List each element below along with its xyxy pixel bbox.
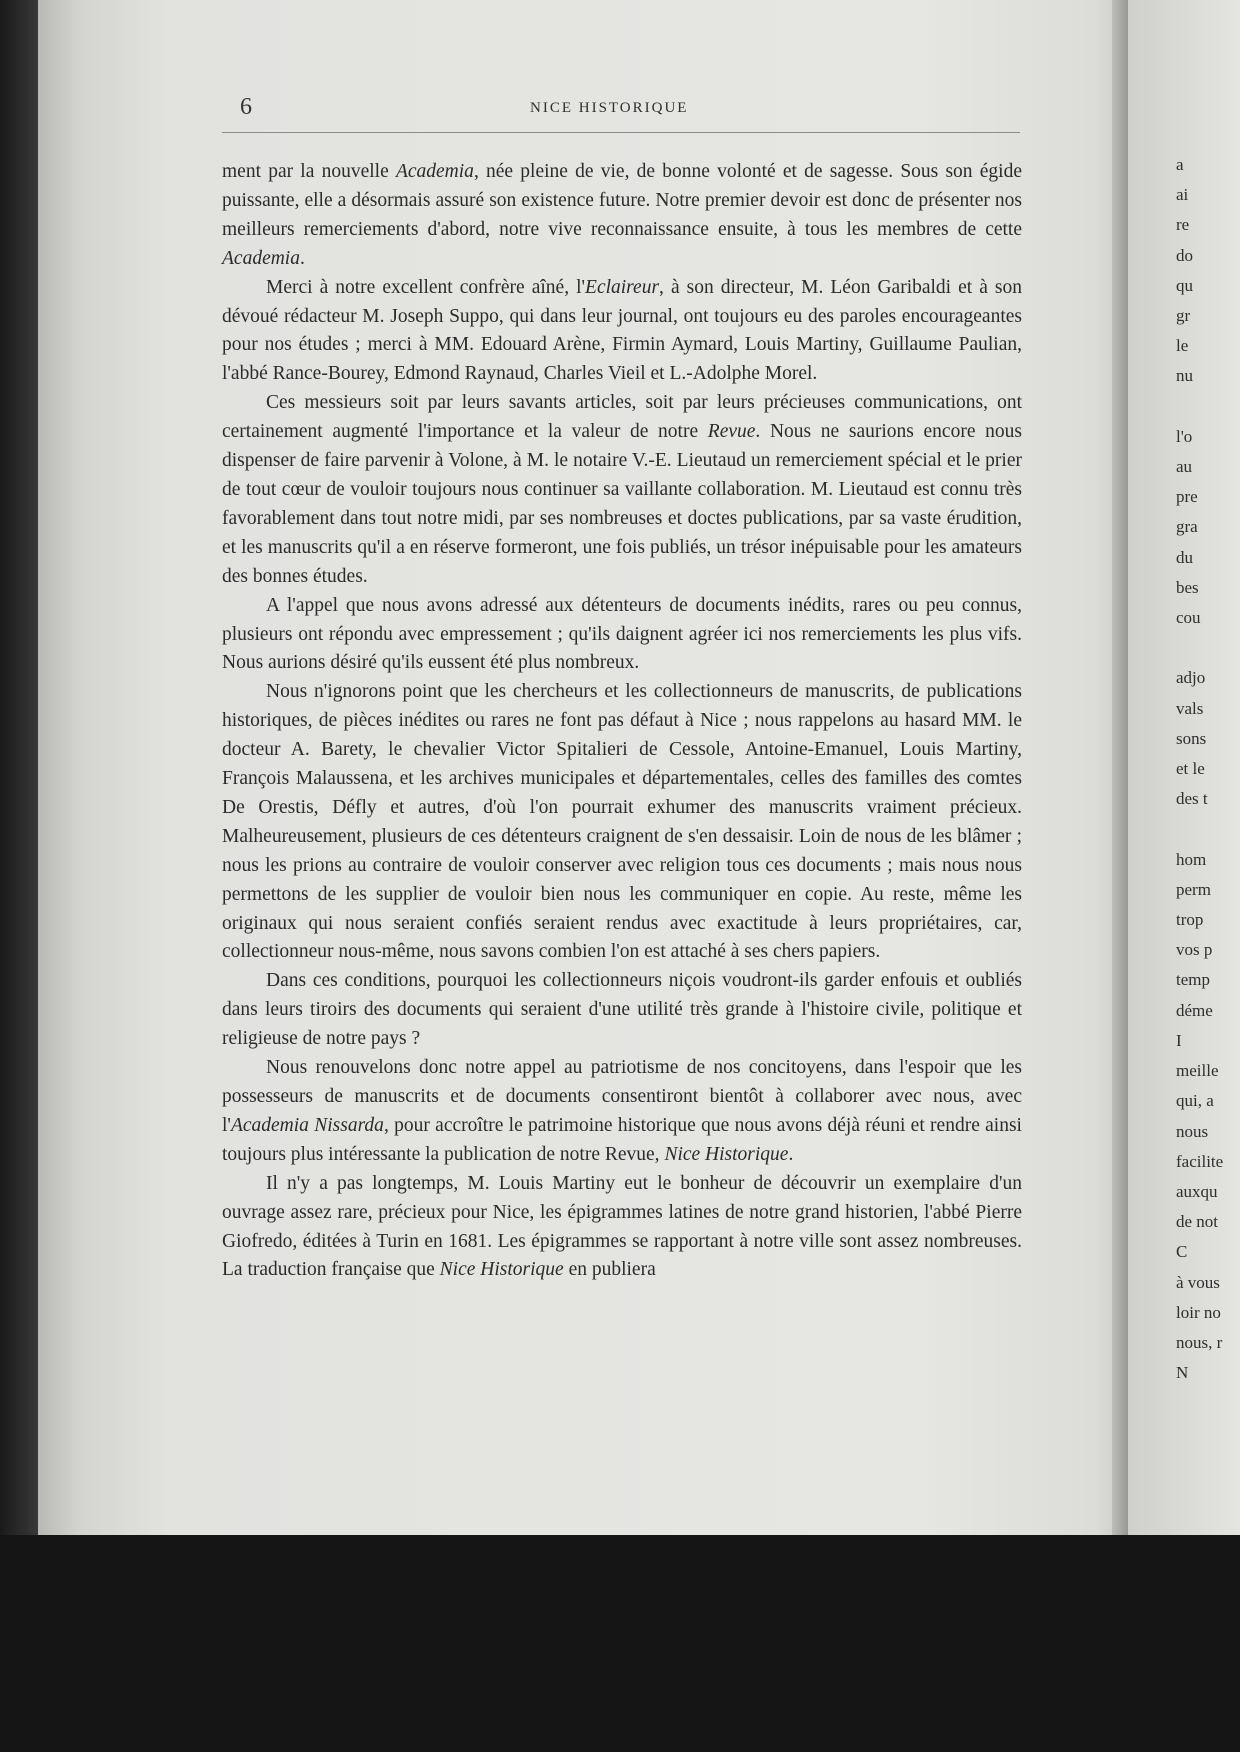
paragraph: Nous renouvelons donc notre appel au patriotisme de nos concitoyens, dans l'espoir que les possesseurs de manuscrits et de documents consentiront bientôt à collaborer avec nous, avec l'Academia Nissarda, pour accroître le patrimoine historique que nous avons déjà réuni et rendre ainsi toujours plus intéressante la publication de notre Revue, Nice Historique. xyxy=(222,1057,1022,1165)
paragraph: Il n'y a pas longtemps, M. Louis Martiny eut le bonheur de découvrir un exemplaire d'un ouvrage assez rare, précieux pour Nice, les épigrammes latines de notre grand historien, l'abbé Pierre Giofredo, éditées à Turin en 1681. Les épigrammes se rapportant à notre ville sont assez nombreuses. La traduction française que Nice Historique en publiera xyxy=(222,1172,1022,1281)
running-title: NICE HISTORIQUE xyxy=(530,100,689,116)
paragraph: Merci à notre excellent confrère aîné, l'Eclaireur, à son directeur, M. Léon Garibaldi et à son dévoué rédacteur M. Joseph Suppo, qui dans leur journal, ont toujours eu des paroles encourageantes pour nos études ; merci à MM. Edouard Arène, Firmin Aymard, Louis Martiny, Guillaume Paulian, l'abbé Rance-Bourey, Edmond Raynaud, Charles Vieil et L.-Adolphe Morel. xyxy=(222,276,1022,385)
paragraph: A l'appel que nous avons adressé aux détenteurs de documents inédits, rares ou peu connus, plusieurs ont répondu avec empressement ; qu'ils daignent agréer ici nos remerciements les plus vifs. Nous aurions désiré qu'ils eussent été plus nombreux. xyxy=(222,594,1022,674)
article-body xyxy=(222,158,1022,1285)
paragraph: Dans ces conditions, pourquoi les collectionneurs niçois voudront-ils garder enfouis et oubliés dans leurs tiroirs des documents qui seraient d'une utilité très grande à l'histoire civile, politique et religieuse de notre pays ? xyxy=(222,970,1022,1050)
facing-page-text: a ai re do qu gr le nu l'o au pre gra du bes cou adjo vals sons et le des t hom perm trop vos p temp déme I meille qui, a nous facilite auxqu de not C à vous loir no nous, r N xyxy=(1176,155,1224,1383)
paragraph: Nous n'ignorons point que les chercheurs et les collectionneurs de manuscrits, de publications historiques, de pièces inédites ou rares ne font pas défaut à Nice ; nous rappelons au hasard MM. le docteur A. Barety, le chevalier Victor Spitalieri de Cessole, Antoine-Emanuel, Louis Martiny, François Malaussena, et les archives municipales et départementales, celles des familles des comtes De Orestis, Défly et autres, d'où l'on pourrait exhumer des manuscrits vraiment précieux. Malheureusement, plusieurs de ces détenteurs craignent de s'en dessaisir. Loin de nous de les blâmer ; nous les prions au contraire de vouloir conserver avec religion tous ces documents ; mais nous nous permettons de les supplier de vouloir bien nous les communiquer en copie. Au reste, même les originaux qui nous seraient confiés seraient rendus avec exactitude à leurs propriétaires, car, collectionneur nous-même, nous savons combien l'on est attaché à ses chers papiers. xyxy=(222,681,1022,963)
running-head xyxy=(0,94,1240,124)
paragraph: ment par la nouvelle Academia, née pleine de vie, de bonne volonté et de sagesse. Sous son égide puissante, elle a désormais assuré son existence future. Notre premier devoir est donc de présenter nos meilleurs remerciements d'abord, notre vive reconnaissance ensuite, à tous les membres de cette Academia. xyxy=(222,161,1022,269)
header-rule xyxy=(222,132,1020,133)
page-number: 6 xyxy=(240,94,252,120)
paragraph: Ces messieurs soit par leurs savants articles, soit par leurs précieuses communications, ont certainement augmenté l'importance et la valeur de notre Revue. Nous ne saurions encore nous dispenser de faire parvenir à Volone, à M. le notaire V.-E. Lieutaud un remerciement spécial et le prier de tout cœur de vouloir toujours nous continuer sa vaillante collaboration. M. Lieutaud est connu très favorablement dans tout notre midi, par ses nombreuses et doctes publications, par sa vaste érudition, et les manuscrits qu'il a en réserve formeront, une fois publiés, un trésor inépuisable pour les amateurs des bonnes études. xyxy=(222,392,1022,587)
scan-edge-left xyxy=(0,0,40,1752)
scan-background xyxy=(0,1535,1240,1752)
facing-page xyxy=(1128,0,1240,1540)
